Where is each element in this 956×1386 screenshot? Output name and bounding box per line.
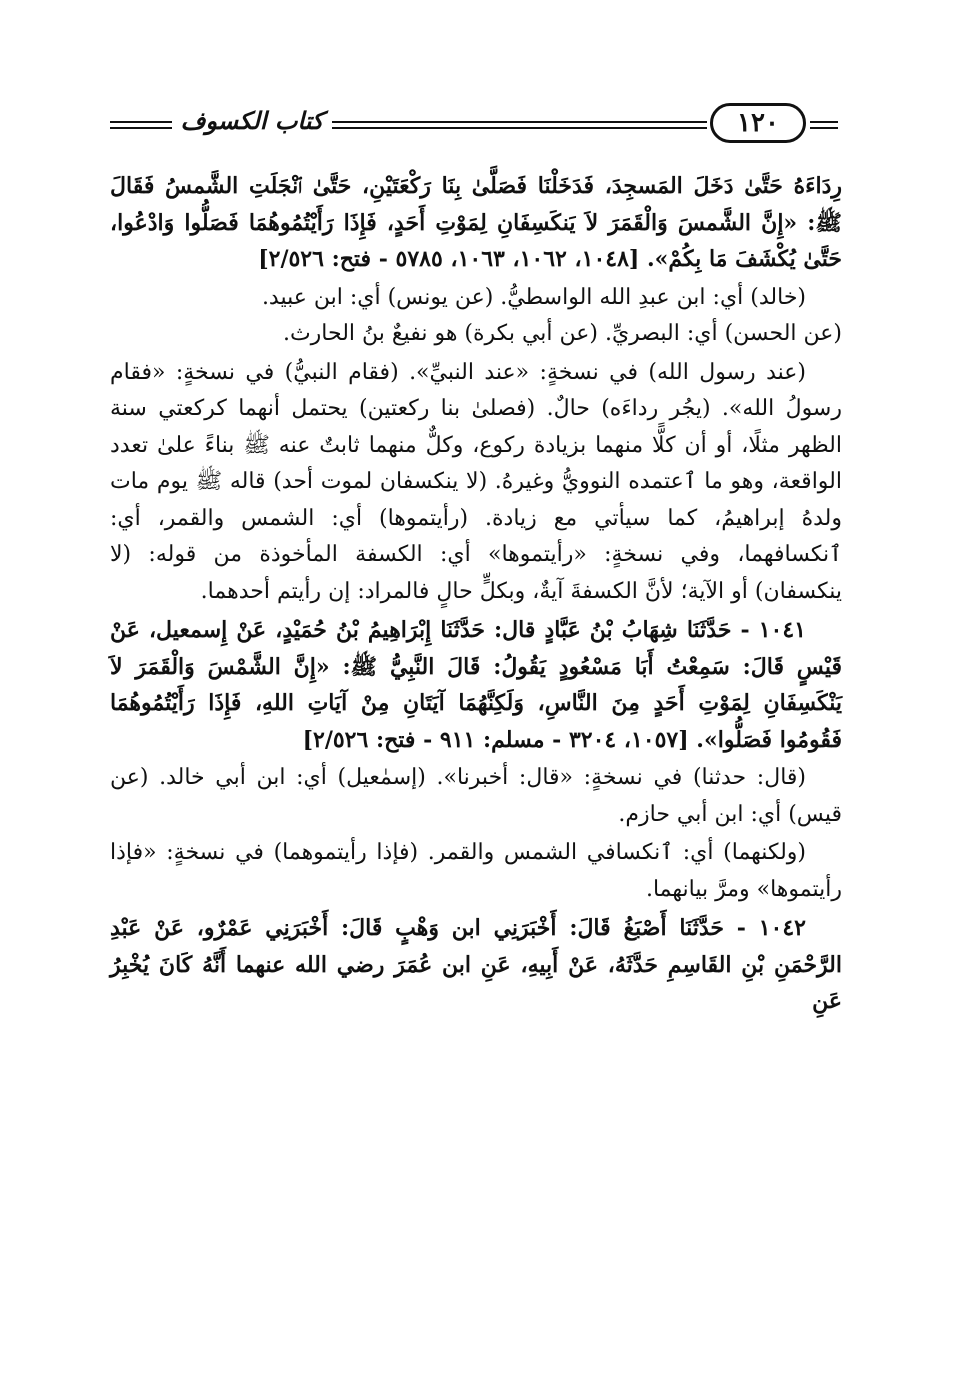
header-rule (110, 127, 172, 129)
header-rule (332, 121, 707, 123)
commentary-paragraph: (خالد) أي: ابن عبدِ الله الواسطيُّ. (عن يونس) أي: ابن عبيد. (261, 284, 806, 310)
header-rule (810, 121, 838, 123)
commentary-paragraph: (قال: حدثنا) في نسخةٍ: «قال: أخبرنا». (إسمٰعيل) أي: ابن أبي خالد. (عن قيس) أي: ابن أبي حازم. (110, 765, 842, 827)
hadith-text: ١٠٤٢ - حَدَّثَنَا أَصْبَغُ قَالَ: أَخْبَرَنِي ابن وَهْبٍ قَالَ: أَخْبَرَنِي عَمْرٌو، عَنْ عَبْدِ الرَّحْمَنِ بْنِ القَاسِمِ حَدَّثَهُ، عَنْ أَبِيهِ، عَنِ ابن عُمَرَ رضي الله عنهما أَنَّهُ كَانَ يُخْبِرُ عَنِ (110, 915, 842, 1014)
page-body (110, 168, 842, 1020)
running-title: كتاب الكسوف (180, 106, 324, 135)
page-number: ١٢٠ (710, 103, 806, 143)
hadith-text: ١٠٤١ - حَدَّثَنَا شِهَابُ بْنُ عَبَّادٍ قال: حَدَّثَنَا إِبْرَاهِيمُ بْنُ حُمَيْدٍ، عَنْ إِسمعيل، عَنْ قَيْسٍ قَالَ: سَمِعْتُ أَبَا مَسْعُودٍ يَقُولُ: قَالَ النَّبِيُّ ﷺ: «إِنَّ الشَّمْسَ وَالْقَمَرَ لاَ يَنْكَسِفَانِ لِمَوْتِ أَحَدٍ مِنَ النَّاسِ، وَلَكِنَّهُمَا آيَتَانِ مِنْ آيَاتِ اللهِ، فَإِذَا رَأَيْتُمُوهُمَا فَقُومُوا فَصَلُّوا». [١٠٥٧، ٣٢٠٤ - مسلم: ٩١١ - فتح: ٢/٥٢٦] (110, 617, 842, 753)
hadith-text: رِدَاءَهُ حَتَّىٰ دَخَلَ المَسجِدَ، فَدَخَلْنَا فَصَلَّىٰ بِنَا رَكْعَتَيْنِ، حَتَّىٰ ٱنْجَلَتِ الشَّمسُ فَقَالَ ﷺ: «إِنَّ الشَّمسَ وَالْقَمَرَ لاَ يَنكَسِفَانِ لِمَوْتِ أَحَدٍ، فَإِذَا رَأَيْتُمُوهُمَا فَصَلُّوا وَادْعُوا، حَتَّىٰ يُكْشَفَ مَا بِكُمْ». [١٠٤٨، ١٠٦٢، ١٠٦٣، ٥٧٨٥ - فتح: ٢/٥٢٦] (110, 173, 842, 272)
header-rule (110, 121, 172, 123)
commentary-paragraph: (عن الحسن) أي: البصريِّ. (عن أبي بكرة) هو نفيعٌ بنُ الحارث. (282, 321, 842, 346)
commentary-paragraph: (عند رسول الله) في نسخةٍ: «عند النبيِّ». (فقام النبيُّ) في نسخةٍ: «فقام رسولُ الله». (يجُر رداءَه) حالٌ. (فصلىٰ بنا ركعتين) يحتمل أنهما كركعتي سنة الظهر مثلًا، أو أن كلًّا منهما بزيادة ركوع، وكلٌّ منهما ثابتٌ عنه ﷺ بناءً علىٰ تعدد الواقعة، وهو ما ٱعتمده النوويُّ وغيرهُ. (لا ينكسفان لموت أحد) قاله ﷺ يوم مات ولدهُ إبراهيمُ، كما سيأتي مع زيادة. (رأيتموها) أي: الشمس والقمر، أي: ٱنكسافهما، وفي نسخةٍ: «رأيتموها» أي: الكسفة المأخوذة من قوله: (لا ينكسفان) أو الآية؛ لأنَّ الكسفةَ آيةٌ، وبكلٍّ حالٍ فالمراد: إن رأيتم أحدهما. (110, 359, 842, 604)
header-rule (332, 127, 707, 129)
page-header (110, 100, 838, 156)
commentary-paragraph: (ولكنهما) أي: ٱنكسافي الشمس والقمر. (فإذا رأيتموهما) في نسخةٍ: «فإذا رأيتموها» ومرَّ بيانهما. (110, 840, 842, 902)
header-rule (810, 127, 838, 129)
